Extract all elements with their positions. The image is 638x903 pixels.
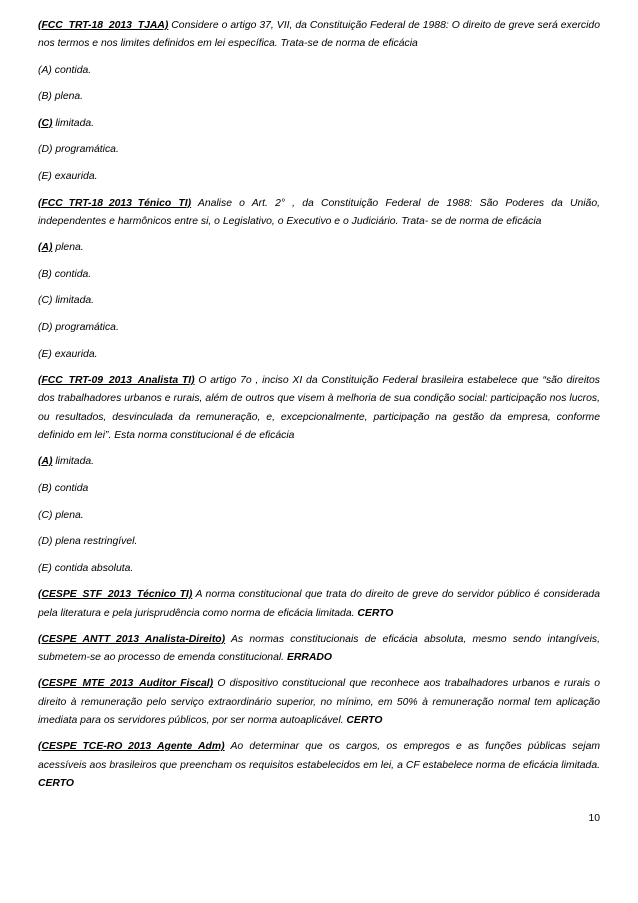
question-3-text: O artigo 7o , inciso XI da Constituição Federal brasileira estabelece que “são direitos dos trabalhadores urbanos e rurais, além de outros que visem à melhoria de sua condição social: participação nos lucros, ou resultados, desvinculada da remuneração, e, excepcionalmente, participação na gestão da empresa, conforme definido em lei”. Esta norma constitucional é de eficácia — [38, 375, 600, 442]
question-3-option-c — [38, 507, 600, 525]
question-1-text: Considere o artigo 37, VII, da Constituição Federal de 1988: O direito de greve será exercido nos termos e nos limites definidos em lei específica. Trata-se de norma de eficácia — [38, 20, 600, 50]
option-letter: (B) — [38, 268, 52, 280]
option-text: contida absoluta. — [51, 562, 134, 574]
question-2-option-b — [38, 266, 600, 284]
question-5-text: As normas constitucionais de eficácia absoluta, mesmo sendo intangíveis, submetem-se ao processo de emenda constitucional. — [38, 633, 600, 664]
question-2-id: (FCC_TRT-18_2013_Ténico TI) — [38, 197, 192, 209]
question-3-option-e — [38, 560, 600, 578]
option-text: programática. — [52, 144, 119, 156]
question-1-option-e — [38, 168, 600, 186]
question-1-option-a — [38, 62, 600, 80]
question-2-option-e — [38, 346, 600, 364]
correct-option-letter: (A) — [38, 242, 53, 254]
option-letter: (B) — [38, 91, 52, 103]
question-5 — [38, 631, 600, 668]
question-4 — [38, 586, 600, 623]
question-2-option-c — [38, 292, 600, 310]
question-5-verdict: ERRADO — [286, 652, 332, 664]
question-3-option-a — [38, 453, 600, 471]
question-1-option-c — [38, 115, 600, 133]
question-4-verdict: CERTO — [357, 607, 394, 619]
option-text: contida. — [51, 64, 92, 76]
option-letter: (E) — [38, 348, 52, 360]
option-text: plena. — [52, 242, 84, 254]
correct-option-letter: (C) — [38, 117, 53, 129]
question-1-option-d — [38, 141, 600, 159]
question-7 — [38, 738, 600, 793]
question-1-id: (FCC_TRT-18_2013_TJAA) — [38, 20, 169, 31]
option-text: contida. — [51, 268, 92, 280]
question-4-text: A norma constitucional que trata do direito de greve do servidor público é considerada pela literatura e pela jurisprudência como norma de eficácia limitada. — [38, 589, 600, 619]
question-2 — [38, 195, 600, 232]
question-3 — [38, 372, 600, 445]
option-text: contida — [51, 482, 89, 494]
page-number: 10 — [588, 813, 600, 824]
question-7-text: Ao determinar que os cargos, os empregos e as funções públicas sejam acessíveis aos brasileiros que preencham os requisitos estabelecidos em lei, a CF estabelece norma de eficácia limitada. — [38, 741, 600, 771]
question-5-id: (CESPE_ANTT_2013_Analista-Direito) — [38, 633, 226, 645]
question-1-option-b — [38, 88, 600, 106]
question-3-option-b — [38, 480, 600, 498]
option-text: exaurida. — [51, 348, 98, 360]
option-letter: (D) — [38, 536, 53, 548]
option-text: exaurida. — [51, 170, 98, 182]
option-text: plena. — [51, 91, 84, 103]
question-2-option-d — [38, 319, 600, 337]
option-letter: (B) — [38, 482, 52, 494]
option-text: limitada. — [52, 117, 95, 129]
question-3-option-d — [38, 533, 600, 551]
option-letter: (E) — [38, 170, 52, 182]
question-2-option-a — [38, 239, 600, 257]
question-7-id: (CESPE_TCE-RO_2013_Agente Adm) — [38, 741, 225, 753]
correct-option-letter: (A) — [38, 456, 53, 468]
option-letter: (C) — [38, 295, 53, 307]
option-text: plena. — [52, 509, 84, 521]
option-letter: (A) — [38, 64, 52, 76]
option-text: programática. — [52, 321, 119, 333]
option-text: limitada. — [52, 456, 95, 468]
option-text: limitada. — [52, 295, 95, 307]
question-7-verdict: CERTO — [38, 777, 74, 789]
question-6-text: O dispositivo constitucional que reconhece aos trabalhadores urbanos e rurais o direito à remuneração pelo serviço extraordinário superior, no mínimo, em 50% à remuneração normal tem aplicação imediata para os servidores públicos, por ser norma autoaplicável. — [38, 678, 600, 727]
option-letter: (C) — [38, 509, 53, 521]
option-letter: (E) — [38, 562, 52, 574]
question-6 — [38, 675, 600, 730]
option-text: plena restringível. — [52, 536, 138, 548]
question-2-text: Analise o Art. 2° , da Constituição Federal de 1988: São Poderes da União, independentes e harmônicos entre si, o Legislativo, o Executivo e o Judiciário. Trata- se de norma de eficácia — [38, 197, 601, 227]
question-6-id: (CESPE_MTE_2013_Auditor Fiscal) — [38, 678, 214, 690]
question-3-id: (FCC_TRT-09_2013_Analista TI) — [38, 375, 195, 387]
option-letter: (D) — [38, 321, 53, 333]
question-6-verdict: CERTO — [346, 715, 383, 727]
option-letter: (D) — [38, 144, 53, 156]
question-1 — [38, 17, 600, 54]
question-4-id: (CESPE_STF_2013_Técnico TI) — [38, 589, 193, 601]
